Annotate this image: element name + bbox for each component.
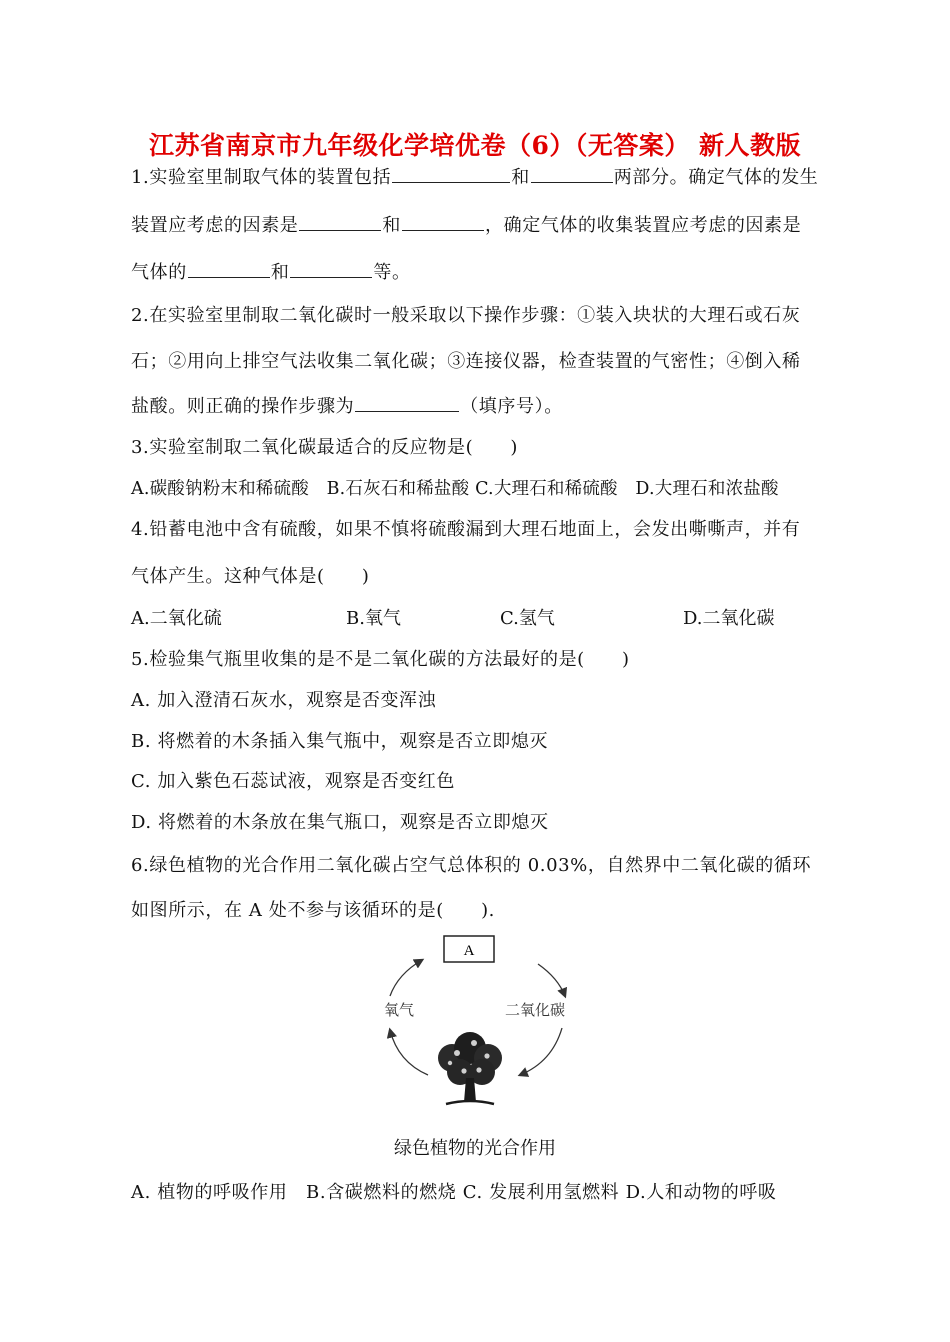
document-title: 江苏省南京市九年级化学培优卷（6）（无答案） 新人教版: [148, 131, 802, 160]
q2-line-3: [131, 392, 563, 418]
q1-blank-1[interactable]: [392, 164, 510, 183]
tree-icon: [438, 1032, 502, 1104]
q4-option-d[interactable]: D.二氧化碳: [683, 608, 775, 629]
oxygen-label: 氧气: [383, 1001, 415, 1019]
q1-text-h: 和: [270, 262, 290, 283]
q1-text-i: 等。: [373, 262, 411, 283]
arrow-to-box: [390, 960, 422, 996]
q1-text-d: 装置应考虑的因素是: [131, 215, 299, 236]
diagram-caption: 绿色植物的光合作用: [394, 1138, 556, 1159]
q1-text-g: 气体的: [131, 262, 187, 283]
q4-option-b[interactable]: B.氧气: [346, 608, 401, 629]
arrow-to-co2: [538, 964, 565, 996]
q6-line-1: 6.绿色植物的光合作用二氧化碳占空气总体积的 0.03%，自然界中二氧化碳的循环: [131, 855, 812, 876]
q1-text-f: ，确定气体的收集装置应考虑的因素是: [485, 215, 802, 236]
arrow-from-plant: [390, 1030, 428, 1075]
q1-blank-4[interactable]: [402, 212, 484, 231]
q1-text-c: 两部分。确定气体的发生: [613, 167, 819, 188]
q2-line-1: 2.在实验室里制取二氧化碳时一般采取以下操作步骤：①装入块状的大理石或石灰: [131, 305, 801, 326]
q5-option-d[interactable]: D. 将燃着的木条放在集气瓶口，观察是否立即熄灭: [131, 812, 549, 833]
arrow-to-plant: [520, 1028, 562, 1075]
q1-text-a: 1.实验室里制取气体的装置包括: [131, 167, 392, 188]
q3-stem: 3.实验室制取二氧化碳最适合的反应物是( ): [131, 437, 519, 458]
q2-text-a: 盐酸。则正确的操作步骤为: [131, 396, 355, 417]
q1-line-1: [131, 163, 818, 189]
q4-line-2: 气体产生。这种气体是( ): [131, 566, 370, 587]
q1-line-2: [131, 211, 801, 237]
q2-line-2: 石；②用向上排空气法收集二氧化碳；③连接仪器，检查装置的气密性；④倒入稀: [131, 351, 801, 372]
q5-option-c[interactable]: C. 加入紫色石蕊试液，观察是否变红色: [131, 771, 455, 792]
q6-line-2: 如图所示，在 A 处不参与该循环的是( ).: [131, 900, 496, 921]
q5-stem: 5.检验集气瓶里收集的是不是二氧化碳的方法最好的是( ): [131, 649, 630, 670]
q5-option-b[interactable]: B. 将燃着的木条插入集气瓶中，观察是否立即熄灭: [131, 731, 549, 752]
q2-text-b: （填序号）。: [460, 396, 563, 417]
diagram-box-label: A: [463, 943, 475, 959]
q1-blank-5[interactable]: [188, 259, 270, 278]
q1-text-e: 和: [382, 215, 402, 236]
q1-blank-2[interactable]: [531, 164, 613, 183]
q1-line-3: [131, 258, 411, 284]
q2-blank[interactable]: [355, 393, 459, 412]
q3-options: A.碳酸钠粉末和稀硫酸 B.石灰石和稀盐酸 C.大理石和稀硫酸 D.大理石和浓盐酸: [131, 479, 779, 499]
q4-line-1: 4.铅蓄电池中含有硫酸，如果不慎将硫酸漏到大理石地面上，会发出嘶嘶声，并有: [131, 519, 801, 540]
q5-option-a[interactable]: A. 加入澄清石灰水，观察是否变浑浊: [131, 690, 437, 711]
q6-options: A. 植物的呼吸作用 B.含碳燃料的燃烧 C. 发展利用氢燃料 D.人和动物的呼吸: [131, 1182, 777, 1203]
q4-option-a[interactable]: A.二氧化硫: [131, 608, 222, 629]
q4-option-c[interactable]: C.氢气: [500, 608, 555, 629]
q1-text-b: 和: [511, 167, 530, 188]
co2-label: 二氧化碳: [504, 1001, 566, 1019]
carbon-cycle-diagram: [360, 930, 600, 1110]
q1-blank-3[interactable]: [299, 212, 381, 231]
q1-blank-6[interactable]: [290, 259, 372, 278]
